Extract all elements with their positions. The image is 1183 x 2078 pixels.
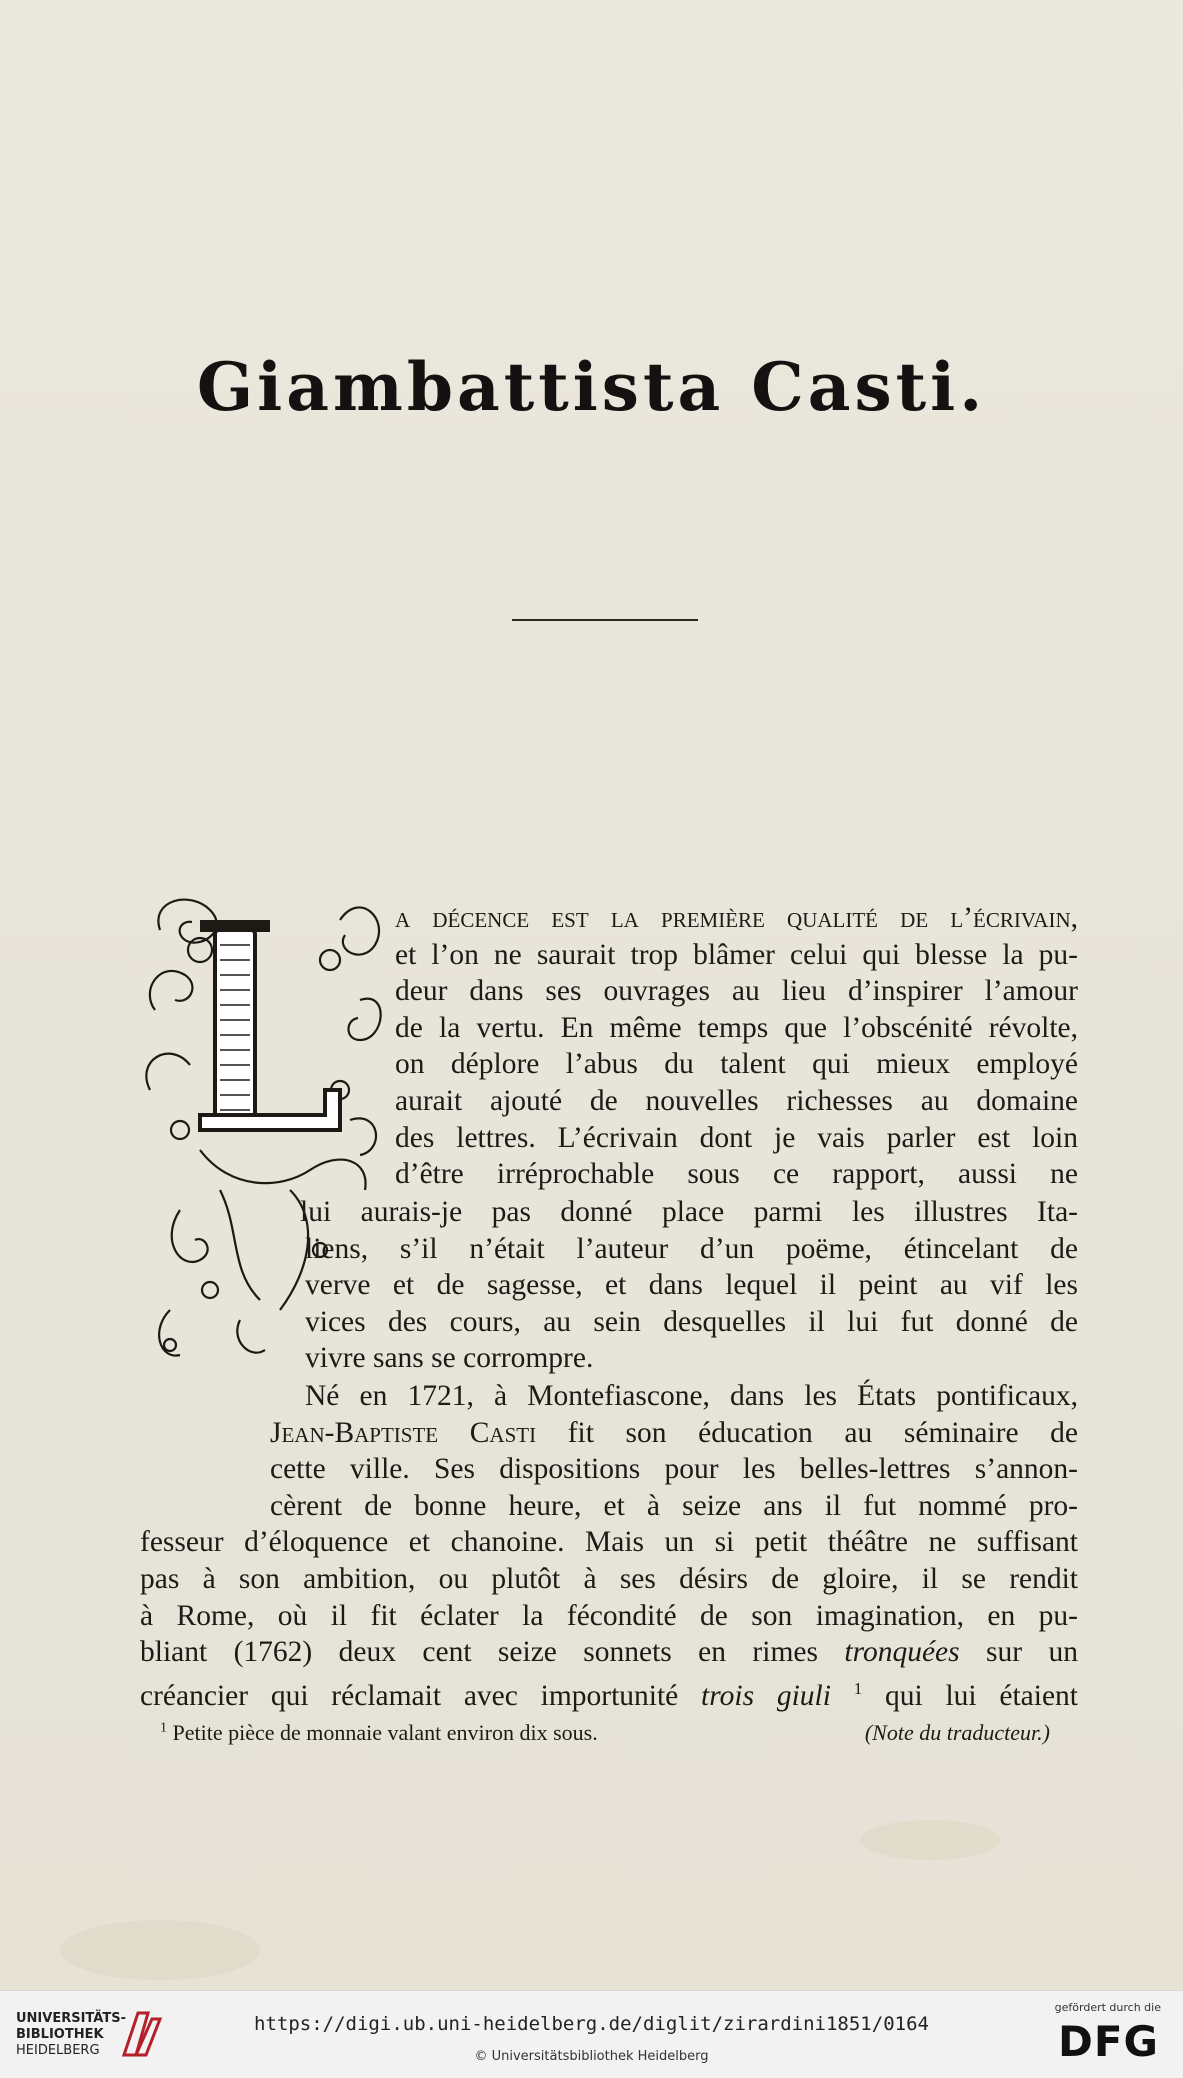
text-fragment: bliant (1762) deux cent seize sonnets en rimes [140,1636,845,1669]
text-line: on déplore l’abus du talent qui mieux employé [395,1048,1078,1081]
text-line: liens, s’il n’était l’auteur d’un poëme, étincelant de [305,1232,1078,1265]
text-line: cette ville. Ses dispositions pour les belles-lettres s’annon- [270,1453,1078,1486]
text-line: d’être irréprochable sous ce rapport, aussi ne [395,1158,1078,1191]
text-line: cèrent de bonne heure, et à seize ans il fut nommé pro- [270,1489,1078,1522]
text-line: Né en 1721, à Montefiascone, dans les États pontificaux, [305,1380,1078,1412]
text-fragment: créancier qui réclamait avec importunité [140,1679,702,1712]
text-fragment: fit son éducation au séminaire de [536,1416,1078,1449]
text-line: fesseur d’éloquence et chanoine. Mais un si petit théâtre ne suffisant [140,1526,1078,1559]
text-line: lui aurais-je pas donné place parmi les illustres Ita- [300,1196,1078,1228]
text-line: à Rome, où il fit éclater la fécondité de son imagination, en pu- [140,1599,1078,1632]
footnote [160,1720,1050,1746]
text-line: des lettres. L’écrivain dont je vais parler est loin [395,1121,1078,1154]
copyright-text: © Universitätsbibliothek Heidelberg [474,2049,709,2064]
library-line: HEIDELBERG [16,2043,100,2058]
text-line: vivre sans se corrompre. [305,1342,594,1375]
italic-term: trois giuli [701,1679,831,1712]
text-line: et l’on ne saurait trop blâmer celui qui blesse la pu- [395,938,1078,971]
text-line: verve et de sagesse, et dans lequel il peint au vif les [305,1269,1078,1302]
library-line: BIBLIOTHEK [16,2027,104,2042]
author-name: Jean-Baptiste Casti [270,1416,537,1449]
page-url-link[interactable]: https://digi.ub.uni-heidelberg.de/diglit/zirardini1851/0164 [254,2013,929,2035]
text-line: de la vertu. En même temps que l’obscénité révolte, [395,1011,1078,1044]
paragraph-1-text [395,900,1078,1193]
text-line [140,1671,1078,1714]
text-line [270,1415,1078,1452]
paragraph-1-wrap [300,1194,1078,1377]
text-line: pas à son ambition, ou plutôt à ses désirs de gloire, il se rendit [140,1562,1078,1595]
text-line: vices des cours, au sein desquelles il lui fut donné de [305,1305,1078,1338]
text-fragment: qui lui étaient [862,1679,1078,1712]
funding-label: gefördert durch die [1054,2001,1161,2014]
library-line: UNIVERSITÄTS- [16,2011,126,2026]
footnote-marker: 1 [160,1720,167,1736]
text-line [140,1634,1078,1671]
paragraph-2-text [140,1378,1078,1714]
viewer-footer [0,1990,1183,2078]
text-line: a décence est la première qualité de l’écrivain, [395,902,1078,934]
footnote-ref: 1 [853,1678,863,1698]
text-fragment: sur un [959,1636,1078,1669]
title-divider [512,619,698,621]
text-line: aurait ajouté de nouvelles richesses au domaine [395,1084,1078,1117]
dfg-logo: DFG [1057,2017,1159,2066]
text-line: deur dans ses ouvrages au lieu d’inspirer l’amour [395,975,1078,1008]
page-title: Giambattista Casti. [196,348,987,426]
translator-note: (Note du traducteur.) [864,1720,1050,1745]
italic-term: tronquées [844,1636,960,1669]
footnote-text [160,1720,598,1746]
footnote-body: Petite pièce de monnaie valant environ dix sous. [172,1720,598,1745]
